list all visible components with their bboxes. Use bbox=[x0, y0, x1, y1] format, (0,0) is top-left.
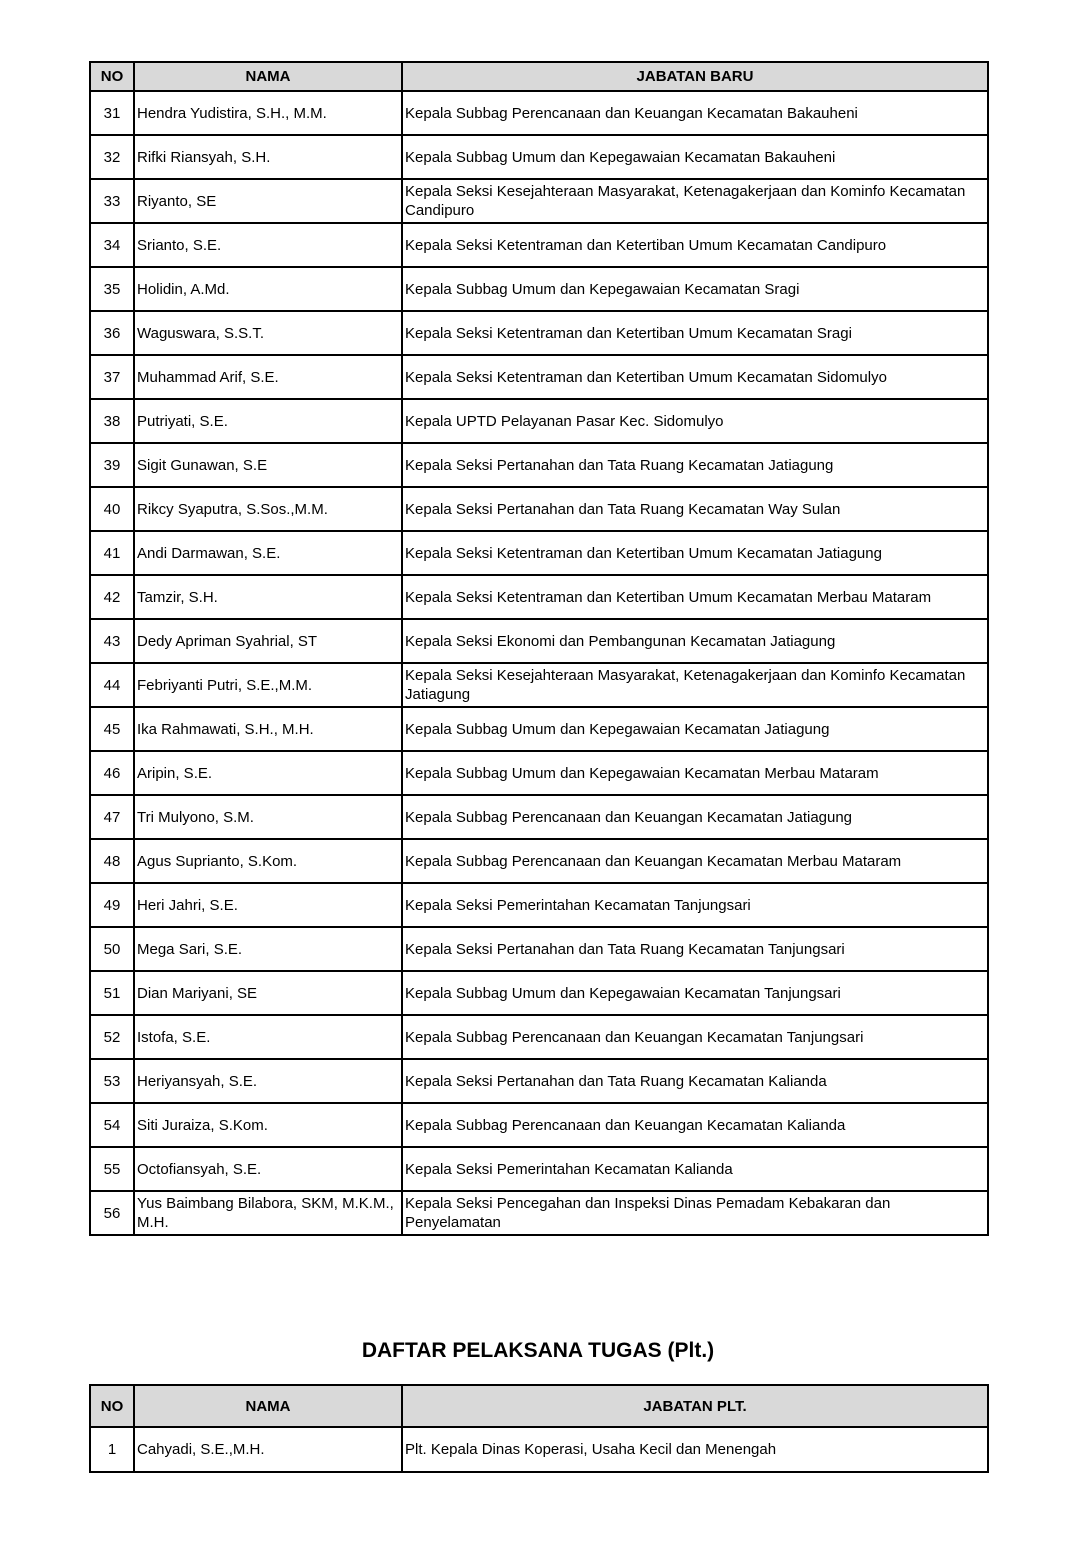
cell-nama: Mega Sari, S.E. bbox=[134, 927, 402, 971]
cell-nama: Ika Rahmawati, S.H., M.H. bbox=[134, 707, 402, 751]
table-row bbox=[90, 619, 988, 663]
cell-nama: Febriyanti Putri, S.E.,M.M. bbox=[134, 663, 402, 707]
cell-jabatan: Kepala Subbag Perencanaan dan Keuangan Kecamatan Kalianda bbox=[402, 1103, 988, 1147]
cell-no: 37 bbox=[90, 355, 134, 399]
cell-nama: Agus Suprianto, S.Kom. bbox=[134, 839, 402, 883]
cell-jabatan: Kepala Seksi Pertanahan dan Tata Ruang Kecamatan Way Sulan bbox=[402, 487, 988, 531]
cell-jabatan: Kepala Seksi Kesejahteraan Masyarakat, Ketenagakerjaan dan Kominfo Kecamatan Jatiagung bbox=[402, 663, 988, 707]
cell-jabatan: Kepala Subbag Perencanaan dan Keuangan Kecamatan Tanjungsari bbox=[402, 1015, 988, 1059]
table-row bbox=[90, 971, 988, 1015]
cell-nama: Octofiansyah, S.E. bbox=[134, 1147, 402, 1191]
cell-nama: Srianto, S.E. bbox=[134, 223, 402, 267]
table-body bbox=[90, 91, 988, 1235]
cell-jabatan: Kepala Seksi Pertanahan dan Tata Ruang Kecamatan Kalianda bbox=[402, 1059, 988, 1103]
cell-nama: Holidin, A.Md. bbox=[134, 267, 402, 311]
table-row bbox=[90, 1103, 988, 1147]
cell-no: 31 bbox=[90, 91, 134, 135]
cell-no: 39 bbox=[90, 443, 134, 487]
table-row bbox=[90, 399, 988, 443]
cell-nama: Muhammad Arif, S.E. bbox=[134, 355, 402, 399]
cell-jabatan: Kepala Seksi Ekonomi dan Pembangunan Kecamatan Jatiagung bbox=[402, 619, 988, 663]
table-row bbox=[90, 355, 988, 399]
table-row bbox=[90, 1191, 988, 1235]
table-row bbox=[90, 91, 988, 135]
table-row bbox=[90, 223, 988, 267]
cell-nama: Sigit Gunawan, S.E bbox=[134, 443, 402, 487]
cell-jabatan: Kepala Subbag Perencanaan dan Keuangan Kecamatan Merbau Mataram bbox=[402, 839, 988, 883]
cell-nama: Dedy Apriman Syahrial, ST bbox=[134, 619, 402, 663]
table-row bbox=[90, 839, 988, 883]
cell-no: 44 bbox=[90, 663, 134, 707]
table-row bbox=[90, 179, 988, 223]
cell-nama: Tri Mulyono, S.M. bbox=[134, 795, 402, 839]
plt-table-body bbox=[90, 1427, 988, 1472]
plt-header-nama: NAMA bbox=[134, 1385, 402, 1427]
table-row bbox=[90, 487, 988, 531]
cell-jabatan: Kepala Subbag Perencanaan dan Keuangan Kecamatan Bakauheni bbox=[402, 91, 988, 135]
cell-jabatan: Kepala Subbag Umum dan Kepegawaian Kecamatan Merbau Mataram bbox=[402, 751, 988, 795]
table-row bbox=[90, 531, 988, 575]
cell-no: 54 bbox=[90, 1103, 134, 1147]
cell-no: 36 bbox=[90, 311, 134, 355]
table-row bbox=[90, 927, 988, 971]
header-jabatan: JABATAN BARU bbox=[402, 62, 988, 91]
cell-jabatan: Kepala Seksi Ketentraman dan Ketertiban Umum Kecamatan Jatiagung bbox=[402, 531, 988, 575]
plt-header-no: NO bbox=[90, 1385, 134, 1427]
cell-no: 43 bbox=[90, 619, 134, 663]
cell-jabatan: Kepala Seksi Ketentraman dan Ketertiban Umum Kecamatan Sidomulyo bbox=[402, 355, 988, 399]
table-header-row bbox=[90, 62, 988, 91]
table-row bbox=[90, 575, 988, 619]
cell-jabatan: Kepala Seksi Ketentraman dan Ketertiban Umum Kecamatan Candipuro bbox=[402, 223, 988, 267]
cell-nama: Dian Mariyani, SE bbox=[134, 971, 402, 1015]
cell-no: 50 bbox=[90, 927, 134, 971]
cell-jabatan: Kepala Seksi Pemerintahan Kecamatan Tanjungsari bbox=[402, 883, 988, 927]
cell-nama: Rifki Riansyah, S.H. bbox=[134, 135, 402, 179]
cell-jabatan: Plt. Kepala Dinas Koperasi, Usaha Kecil dan Menengah bbox=[402, 1427, 988, 1472]
table-row bbox=[90, 1147, 988, 1191]
table-row bbox=[90, 443, 988, 487]
cell-nama: Heri Jahri, S.E. bbox=[134, 883, 402, 927]
cell-no: 35 bbox=[90, 267, 134, 311]
table-row bbox=[90, 795, 988, 839]
table-row bbox=[90, 663, 988, 707]
cell-no: 48 bbox=[90, 839, 134, 883]
cell-no: 34 bbox=[90, 223, 134, 267]
cell-jabatan: Kepala Subbag Umum dan Kepegawaian Kecamatan Tanjungsari bbox=[402, 971, 988, 1015]
plt-header-row bbox=[90, 1385, 988, 1427]
cell-jabatan: Kepala Seksi Ketentraman dan Ketertiban Umum Kecamatan Sragi bbox=[402, 311, 988, 355]
cell-jabatan: Kepala Seksi Kesejahteraan Masyarakat, Ketenagakerjaan dan Kominfo Kecamatan Candipuro bbox=[402, 179, 988, 223]
plt-table bbox=[89, 1384, 989, 1473]
cell-no: 45 bbox=[90, 707, 134, 751]
cell-no: 42 bbox=[90, 575, 134, 619]
cell-jabatan: Kepala Seksi Ketentraman dan Ketertiban Umum Kecamatan Merbau Mataram bbox=[402, 575, 988, 619]
cell-jabatan: Kepala Seksi Pertanahan dan Tata Ruang Kecamatan Tanjungsari bbox=[402, 927, 988, 971]
cell-nama: Tamzir, S.H. bbox=[134, 575, 402, 619]
cell-jabatan: Kepala Seksi Pemerintahan Kecamatan Kalianda bbox=[402, 1147, 988, 1191]
cell-no: 53 bbox=[90, 1059, 134, 1103]
plt-section-title: DAFTAR PELAKSANA TUGAS (Plt.) bbox=[361, 1339, 715, 1362]
cell-nama: Aripin, S.E. bbox=[134, 751, 402, 795]
cell-no: 56 bbox=[90, 1191, 134, 1235]
plt-header-jabatan: JABATAN PLT. bbox=[402, 1385, 988, 1427]
header-nama: NAMA bbox=[134, 62, 402, 91]
table-row bbox=[90, 135, 988, 179]
cell-nama: Yus Baimbang Bilabora, SKM, M.K.M., M.H. bbox=[134, 1191, 402, 1235]
cell-no: 51 bbox=[90, 971, 134, 1015]
cell-no: 32 bbox=[90, 135, 134, 179]
cell-jabatan: Kepala UPTD Pelayanan Pasar Kec. Sidomulyo bbox=[402, 399, 988, 443]
cell-nama: Hendra Yudistira, S.H., M.M. bbox=[134, 91, 402, 135]
cell-jabatan: Kepala Subbag Umum dan Kepegawaian Kecamatan Jatiagung bbox=[402, 707, 988, 751]
assignment-table bbox=[89, 61, 989, 1236]
cell-nama: Cahyadi, S.E.,M.H. bbox=[134, 1427, 402, 1472]
table-row bbox=[90, 1059, 988, 1103]
cell-no: 33 bbox=[90, 179, 134, 223]
cell-no: 55 bbox=[90, 1147, 134, 1191]
cell-nama: Putriyati, S.E. bbox=[134, 399, 402, 443]
cell-no: 46 bbox=[90, 751, 134, 795]
table-row bbox=[90, 707, 988, 751]
cell-jabatan: Kepala Subbag Perencanaan dan Keuangan Kecamatan Jatiagung bbox=[402, 795, 988, 839]
table-row bbox=[90, 751, 988, 795]
cell-nama: Waguswara, S.S.T. bbox=[134, 311, 402, 355]
cell-jabatan: Kepala Seksi Pencegahan dan Inspeksi Dinas Pemadam Kebakaran dan Penyelamatan bbox=[402, 1191, 988, 1235]
cell-jabatan: Kepala Seksi Pertanahan dan Tata Ruang Kecamatan Jatiagung bbox=[402, 443, 988, 487]
cell-nama: Istofa, S.E. bbox=[134, 1015, 402, 1059]
cell-no: 1 bbox=[90, 1427, 134, 1472]
cell-no: 52 bbox=[90, 1015, 134, 1059]
cell-no: 47 bbox=[90, 795, 134, 839]
header-no: NO bbox=[90, 62, 134, 91]
cell-no: 38 bbox=[90, 399, 134, 443]
cell-nama: Heriyansyah, S.E. bbox=[134, 1059, 402, 1103]
cell-jabatan: Kepala Subbag Umum dan Kepegawaian Kecamatan Sragi bbox=[402, 267, 988, 311]
cell-nama: Riyanto, SE bbox=[134, 179, 402, 223]
cell-jabatan: Kepala Subbag Umum dan Kepegawaian Kecamatan Bakauheni bbox=[402, 135, 988, 179]
table-row bbox=[90, 311, 988, 355]
table-row bbox=[90, 267, 988, 311]
table-row bbox=[90, 883, 988, 927]
plt-table-row bbox=[90, 1427, 988, 1472]
cell-nama: Andi Darmawan, S.E. bbox=[134, 531, 402, 575]
table-row bbox=[90, 1015, 988, 1059]
cell-nama: Siti Juraiza, S.Kom. bbox=[134, 1103, 402, 1147]
cell-no: 49 bbox=[90, 883, 134, 927]
cell-no: 41 bbox=[90, 531, 134, 575]
cell-no: 40 bbox=[90, 487, 134, 531]
cell-nama: Rikcy Syaputra, S.Sos.,M.M. bbox=[134, 487, 402, 531]
